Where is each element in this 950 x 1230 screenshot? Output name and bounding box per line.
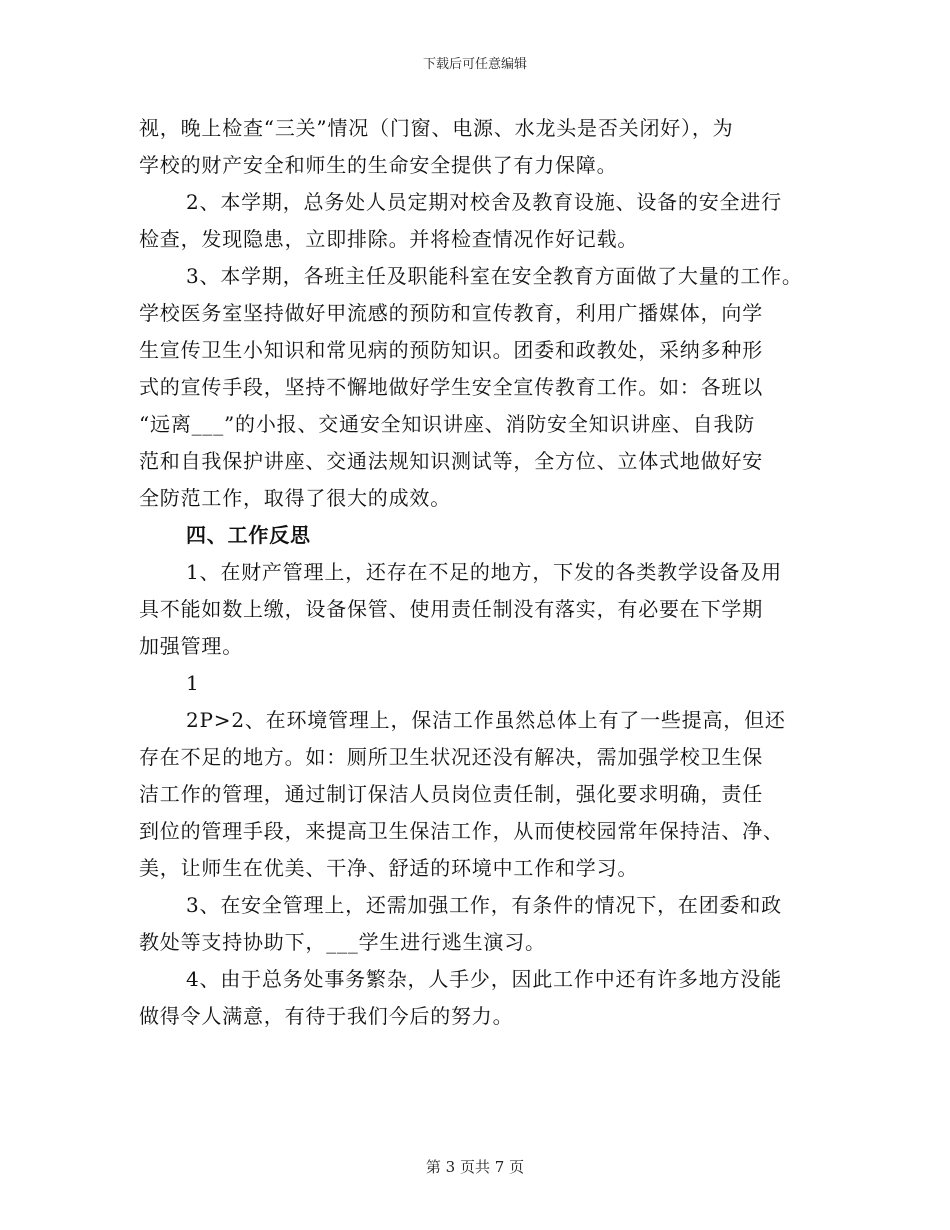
paragraph-line: 1 xyxy=(186,671,200,695)
page-header-note: 下载后可任意编辑 xyxy=(422,57,527,72)
paragraph-line: 视，晚上检查“三关”情况（门窗、电源、水龙头是否关闭好），为 xyxy=(139,116,734,140)
paragraph-line: 式的宣传手段，坚持不懈地做好学生安全宣传教育工作。如：各班以 xyxy=(139,375,763,399)
paragraph-line: 教处等支持协助下，___学生进行逃生演习。 xyxy=(139,930,546,954)
paragraph-line: 3、在安全管理上，还需加强工作，有条件的情况下，在团委和政 xyxy=(186,893,782,917)
paragraph-line: 加强管理。 xyxy=(139,634,243,658)
page-number-footer: 第 3 页共 7 页 xyxy=(425,1158,525,1176)
paragraph-line: 2P>2、在环境管理上，保洁工作虽然总体上有了一些提高，但还 xyxy=(186,708,786,732)
paragraph-line: 学校的财产安全和师生的生命安全提供了有力保障。 xyxy=(139,153,618,177)
paragraph-line: “远离___”的小报、交通安全知识讲座、消防安全知识讲座、自我防 xyxy=(139,412,756,436)
paragraph-line: 美，让师生在优美、干净、舒适的环境中工作和学习。 xyxy=(139,856,639,880)
paragraph-line: 具不能如数上缴，设备保管、使用责任制没有落实，有必要在下学期 xyxy=(139,597,763,621)
paragraph-line: 范和自我保护讲座、交通法规知识测试等，全方位、立体式地做好安 xyxy=(139,449,763,473)
paragraph-line: 存在不足的地方。如：厕所卫生状况还没有解决，需加强学校卫生保 xyxy=(139,745,763,769)
paragraph-line: 做得令人满意，有待于我们今后的努力。 xyxy=(139,1004,514,1028)
paragraph-line: 3、本学期，各班主任及职能科室在安全教育方面做了大量的工作。 xyxy=(186,264,803,288)
paragraph-line: 到位的管理手段，来提高卫生保洁工作，从而使校园常年保持洁、净、 xyxy=(139,819,784,843)
paragraph-line: 洁工作的管理，通过制订保洁人员岗位责任制，强化要求明确，责任 xyxy=(139,782,763,806)
paragraph-line: 1、在财产管理上，还存在不足的地方，下发的各类教学设备及用 xyxy=(186,560,782,584)
paragraph-line: 4、由于总务处事务繁杂，人手少，因此工作中还有许多地方没能 xyxy=(186,967,782,991)
section-heading: 四、工作反思 xyxy=(186,523,311,547)
paragraph-line: 学校医务室坚持做好甲流感的预防和宣传教育，利用广播媒体，向学 xyxy=(139,301,763,325)
paragraph-line: 2、本学期，总务处人员定期对校舍及教育设施、设备的安全进行 xyxy=(186,190,782,214)
paragraph-line: 全防范工作，取得了很大的成效。 xyxy=(139,486,451,510)
paragraph-line: 生宣传卫生小知识和常见病的预防知识。团委和政教处，采纳多种形 xyxy=(139,338,763,362)
paragraph-line: 检查，发现隐患，立即排除。并将检查情况作好记载。 xyxy=(139,227,639,251)
